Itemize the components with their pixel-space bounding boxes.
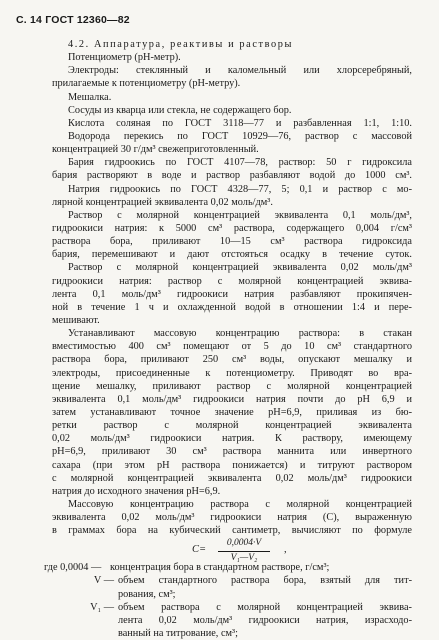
text-line: Натрия гидроокись по ГОСТ 4328—77, 5; 0,1 и раствор с мо- [68, 183, 412, 195]
formula-lhs: C= [192, 544, 207, 556]
legend-row [52, 601, 412, 614]
text-line: сахара (при этом рН раствора понижается) и титруют раствором [52, 459, 412, 471]
text-line: с молярной концентрацией эквивалента 0,02 моль/дм³ гидроокиси [52, 472, 412, 484]
text-line: раствора бора, приливают 250 см³ воды, опускают мешалку и [52, 354, 412, 366]
text-line: ной в течение 1 ч и охлажденной водой в отношении 1:4 и пере- [52, 301, 412, 313]
text-line: прилагаемые к потенциометру (рН-метру). [52, 78, 241, 90]
legend-text: объем стандартного раствора бора, взятый для тит- [118, 575, 412, 587]
legend-key [52, 614, 118, 627]
text-line: концентрацией 30 г/дм³ свежеприготовленный. [52, 144, 259, 156]
text-line: затем устанавливают точное значение рН=6,9, приливая из бю- [52, 406, 412, 418]
legend-row [52, 588, 412, 601]
text-line: 0,02 моль/дм³ гидроокиси натрия. К раствору, имеющему [52, 433, 412, 445]
text-line: Раствор с молярной концентрацией эквивалента 0,1 моль/дм³, [68, 209, 412, 221]
legend-text: объем раствора с молярной концентрацией эквива- [118, 601, 412, 613]
legend-text: ванный на титрование, см³; [118, 628, 238, 640]
text-line: раствора бора, приливают 10—15 см³ раствора гидроксида [52, 236, 412, 248]
legend-row [52, 574, 412, 587]
text-line: Раствор с молярной концентрацией эквивалента 0,02 моль/дм³ [68, 262, 412, 274]
formula [52, 537, 412, 561]
text-line: ретки раствор с молярной концентрацией эквивалента [52, 420, 412, 432]
text-line: бария растворяют в воде и раствор разбавляют водой до 1000 см³. [52, 170, 412, 182]
text-line: эквивалента 0,1 моль/дм³ гидроокиси натрия почти до рН 6,9 и [52, 393, 412, 405]
text-line: мешивают. [52, 314, 100, 326]
formula-numerator: 0,0004·V [218, 537, 270, 551]
text-line: Сосуды из кварца или стекла, не содержащего бор. [68, 104, 292, 116]
section-heading: 4.2. Аппаратура, реактивы и растворы [68, 39, 294, 50]
document-body [44, 38, 412, 640]
text-line: гидроокиси натрия: к 5000 см³ раствора, содержащего 0,004 г/см³ [52, 222, 412, 234]
text-line: Бария гидроокись по ГОСТ 4107—78, раствор: 50 г гидроксила [68, 157, 412, 169]
text-line: рН=6,9, приливают 30 см³ раствора маннита или инвертного [52, 446, 412, 458]
legend-key [52, 627, 118, 640]
legend-row [52, 614, 412, 627]
text-line: лярной концентрацией эквивалента 0,02 моль/дм³. [52, 196, 273, 208]
text-line: в граммах бора на кубический сантиметр, вычисляют по формуле [52, 525, 412, 537]
text-line: Потенциометр (рН-метр). [68, 52, 181, 64]
text-line: Мешалка. [68, 91, 112, 103]
formula-denominator: V₁—V₂ [230, 552, 258, 563]
formula-trail: , [284, 544, 287, 556]
text-line: Электроды: стеклянный и каломельный или хлорсеребряный, [68, 65, 412, 77]
text-line: Кислота соляная по ГОСТ 3118—77 и разбавленная 1:1, 1:10. [68, 117, 412, 129]
text-line: Массовую концентрацию раствора с молярной концентрацией [68, 498, 412, 510]
page-header: С. 14 ГОСТ 12360—82 [16, 14, 130, 26]
legend-text: рования, см³; [118, 588, 176, 600]
legend-text: концентрация бора в стандартном растворе, г/см³; [110, 562, 330, 574]
text-line: эквивалента 0,02 моль/дм³ гидроокиси натрия (С), выраженную [52, 512, 412, 524]
text-line: щение мешалку, приливают раствор с молярной концентрацией [52, 380, 412, 392]
text-line: Водорода перекись по ГОСТ 10929—76, раствор с массовой [68, 130, 412, 142]
text-line: электроды, присоединенные к потенциометру. Приводят во вра- [52, 367, 412, 379]
text-line: гидроокиси натрия: раствор с молярной концентрацией эквива- [52, 275, 412, 287]
legend-key: где 0,0004 — [44, 562, 102, 574]
text-line: Устанавливают массовую концентрацию раствора: в стакан [68, 328, 412, 340]
text-line: вместимостью 400 см³ помещают от 5 до 10 см³ стандартного [52, 341, 412, 353]
legend-key: V₁ — [90, 601, 114, 613]
text-line: натрия до исходного значения рН=6,9. [52, 485, 221, 497]
formula-fraction [218, 537, 270, 564]
text-line: бария, перемешивают и дают отстояться осадку в течение суток. [52, 249, 412, 261]
legend-key [52, 588, 118, 601]
legend-key: V — [93, 575, 114, 587]
legend-text: лента 0,02 моль/дм³ гидроокиси натрия, израсходо- [118, 614, 412, 626]
legend-row [52, 627, 412, 640]
text-line: лента 0,1 моль/дм³ гидроокиси натрия разбавляют прокипячен- [52, 288, 412, 300]
